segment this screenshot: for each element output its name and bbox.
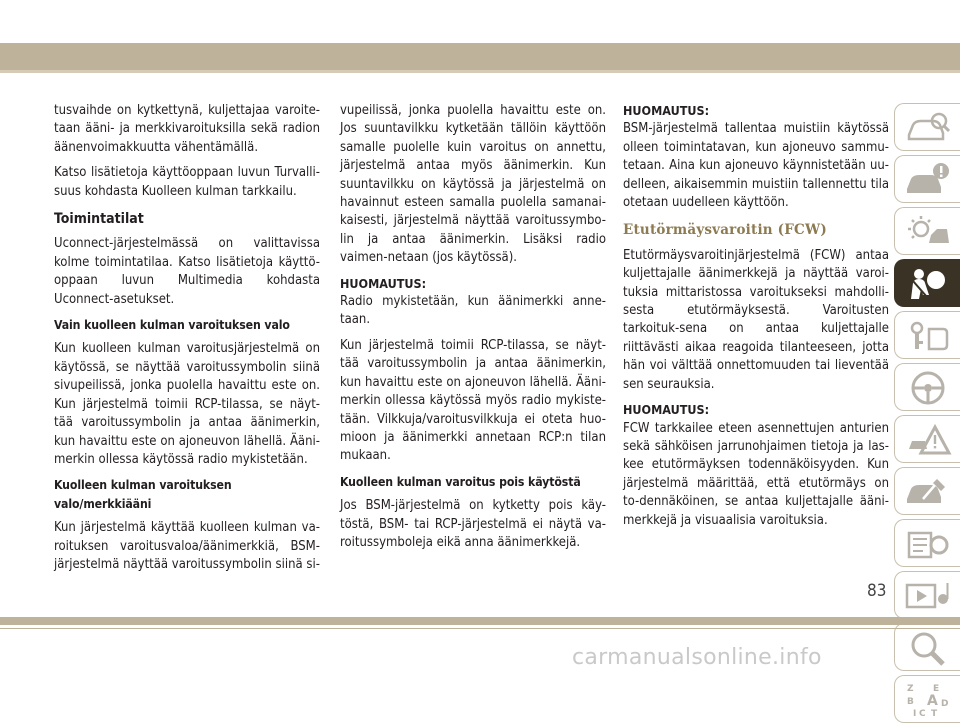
tab-search-index[interactable]: [894, 623, 960, 671]
steering-wheel-icon: [903, 369, 953, 407]
header-stripe-lower: [0, 70, 960, 73]
tab-key-start[interactable]: [894, 311, 960, 359]
note-label: HUOMAUTUS:: [623, 402, 710, 418]
lang-letter: B: [907, 697, 914, 707]
multimedia-icon: [903, 577, 953, 615]
subheading-valo-merkkiaani: Kuolleen kulman varoituksen valo/merkkiääni: [54, 478, 232, 511]
car-magnifier-icon: [903, 109, 953, 147]
paragraph: Etutörmäysvaroitinjärjestelmä (FCW) antaa kuljettajalle äänimerkkejä ja näyttää varoi-tuksia mittaristossa varoitukseksi mahdolli-sesta etutörmäyksestä. Varoitusten tarkoituk-sena on antaa kuljettajalle riittävästi aikaa reagoida tilanteeseen, jotta hän voi välttää onnettomuuden tai lieventää sen seurauksia.: [623, 247, 889, 392]
footer-band: [0, 617, 960, 625]
lang-letter: T: [931, 709, 938, 719]
lang-letter: E: [933, 684, 940, 694]
paragraph: Uconnect-järjestelmässä on valittavissa kolme toimintatilaa. Katso lisätietoja käyttö-oppaan luvun Multimedia kohdasta Uconnect-asetukset.: [54, 236, 320, 307]
tab-languages[interactable]: [894, 675, 960, 723]
paragraph: Kun järjestelmä käyttää kuolleen kulman va-roituksen varoitusvaloa/äänimerkkiä, BSM-järjestelmä näyttää varoitussymbolin siinä si-: [54, 520, 320, 572]
header-stripe: [0, 43, 960, 70]
tab-car-info[interactable]: [894, 155, 960, 203]
text-column-right: [623, 102, 889, 537]
paragraph: Kun kuolleen kulman varoitusjärjestelmä on käytössä, se näyttää varoitussymbolin siinä sivupeilissä, jonka puolella havaittu este on. Kun järjestelmä toimii RCP-tilassa, se näyt-tää varoitussymbolin ja antaa äänimerkin, kun havaittu este on ajoneuvon lähellä. Ääni-merkin ollessa käytössä radio mykistetään.: [54, 341, 320, 467]
paragraph: Katso lisätietoja käyttöoppaan luvun Turvalli-suus kohdasta Kuolleen kulman tarkkailu.: [54, 165, 320, 199]
paragraph: Jos BSM-järjestelmä on kytketty pois käy-töstä, BSM- tai RCP-järjestelmä ei näytä va-roitussymboleja eikä anna äänimerkkejä.: [340, 498, 606, 550]
header-band: [0, 0, 960, 80]
paragraph: Kun järjestelmä toimii RCP-tilassa, se näyt-tää varoitussymbolin ja antaa äänimerkin, kun havaittu este on ajoneuvon lähellä. Ääni-merkin ollessa käytössä myös radio mykiste-tään. Vilkkuja/varoitusvilkkuja ei oteta huo-mioon ja äänimerkki annetaan RCP:n tilan mukaan.: [340, 337, 606, 464]
text-column-middle: [340, 102, 606, 559]
paragraph: FCW tarkkailee eteen asennettujen anturien sekä sähköisen jarrunohjaimen tietoja ja las-kee etutörmäyksen todennäköisyyden. Kun järjestelmä määrittää, että etutörmäys on to-dennäköinen, se antaa kuljettajalle ääni-merkkejä ja visuaalisia varoituksia.: [623, 420, 889, 528]
specifications-icon: [903, 525, 953, 563]
tab-service-wrench[interactable]: [894, 467, 960, 515]
subheading-vain-valo: Vain kuolleen kulman varoituksen valo: [54, 318, 290, 333]
section-heading-fcw: Etutörmäysvaroitin (FCW): [623, 222, 827, 239]
paragraph: BSM-järjestelmä tallentaa muistiin käytössä olleen toimintatavan, kun ajoneuvo sammu-tetaan. Aina kun ajoneuvo käynnistetään uu-delleen, aikaisemmin muistiin tallennettu tila otetaan uudelleen käyttöön.: [623, 121, 889, 211]
service-wrench-icon: [903, 473, 953, 511]
lang-letter: D: [941, 699, 949, 709]
tab-car-magnifier[interactable]: [894, 103, 960, 151]
paragraph: tusvaihde on kytkettynä, kuljettajaa varoite-taan ääni- ja merkkivaroituksilla sekä radion äänenvoimakkuutta vähentämällä.: [54, 103, 320, 155]
tab-specifications[interactable]: [894, 519, 960, 567]
footer-line: [0, 628, 960, 629]
section-heading-toimintatilat: Toimintatilat: [54, 211, 144, 228]
page-number: 83: [867, 581, 887, 601]
dashboard-lights-icon: [903, 213, 953, 251]
tab-airbag-safety[interactable]: [894, 259, 960, 307]
key-start-icon: [903, 317, 953, 355]
tab-steering-wheel[interactable]: [894, 363, 960, 411]
tab-multimedia[interactable]: [894, 571, 960, 619]
lang-letter: Z: [907, 684, 914, 694]
car-info-icon: [903, 161, 953, 199]
airbag-safety-icon: [903, 265, 953, 303]
watermark: carmanualsonline.info: [572, 645, 822, 670]
note-label: HUOMAUTUS:: [340, 275, 427, 291]
lang-letter: C: [919, 709, 926, 719]
lang-letter: A: [927, 693, 938, 709]
lang-letter: I: [913, 709, 917, 719]
search-index-icon: [903, 629, 953, 667]
text-column-left: [54, 102, 320, 581]
paragraph: Radio mykistetään, kun äänimerkki anne-taan.: [340, 294, 606, 328]
subheading-pois-kaytosta: Kuolleen kulman varoitus pois käytöstä: [340, 474, 581, 489]
tab-warning-triangle[interactable]: [894, 415, 960, 463]
languages-icon: [903, 681, 953, 719]
tab-dashboard-lights[interactable]: [894, 207, 960, 255]
paragraph: vupeilissä, jonka puolella havaittu este on. Jos suuntavilkku kytketään tällöin käyttöön samalle puolelle kuin varoitus on annettu, järjestelmä antaa myös äänimerkin. Kun suuntavilkku on käytössä ja järjestelmä on havainnut esteen samalla puolella samanai-kaisesti, järjestelmä näyttää varoitussymbo-lin ja antaa äänimerkin. Lisäksi radio vaimen-netaan (jos käytössä).: [340, 103, 606, 266]
warning-triangle-icon: [903, 421, 953, 459]
chapter-tabs: [894, 103, 960, 727]
note-label: HUOMAUTUS:: [623, 103, 710, 118]
